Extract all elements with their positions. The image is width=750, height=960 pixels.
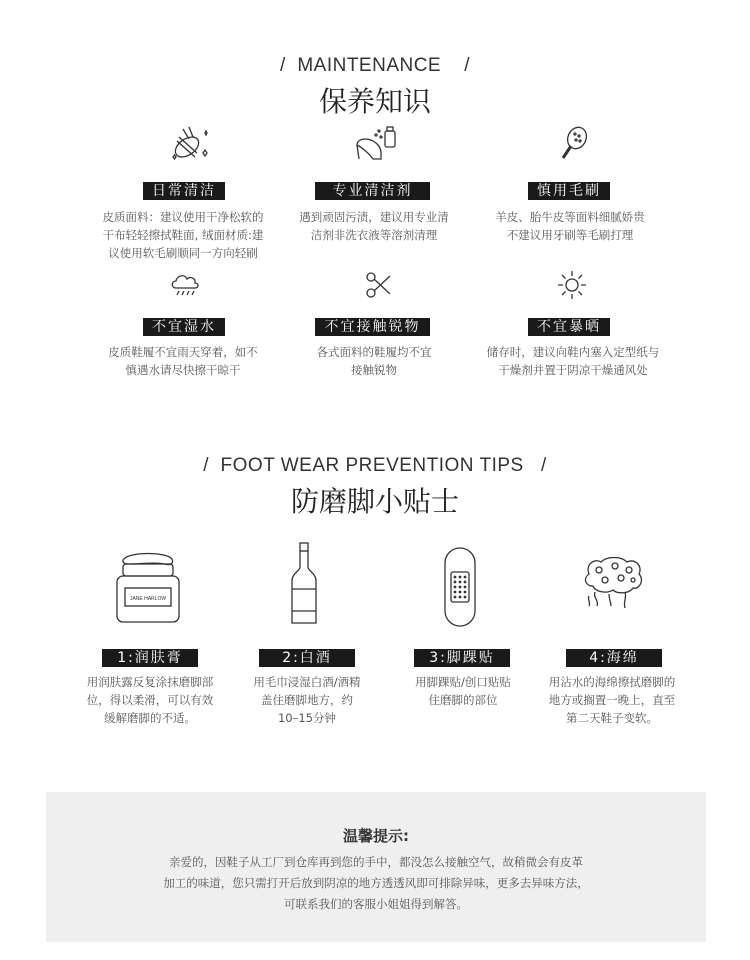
hard-brush-icon [548,122,598,166]
tips-english-title: / FOOT WEAR PREVENTION TIPS / [203,455,547,476]
desc-tip-cream: 用润肤露反复涂抹磨脚部 位，得以柔滑，可以有效 缓解磨脚的不适。 [86,675,214,725]
label-no-sun: 不宜暴晒 [528,318,610,336]
maintenance-english-title: / MAINTENANCE / [279,55,471,76]
label-tip-cream: 1:润肤膏 [102,649,198,667]
desc-careful-brush: 羊皮、胎牛皮等面料细腻娇贵 不建议用牙刷等毛刷打理 [495,210,645,242]
rain-cloud-icon [165,268,205,302]
notice-body: 亲爱的，因鞋子从工厂到仓库再到您的手中，都没怎么接触空气，故稍微会有皮革 加工的味道，您只需打开后放到阴凉的地方透透风即可排除异味，更多去异味方法， 可联系我们的客服小姐姐得到解答。 [163,855,589,911]
desc-daily-cleaning: 皮质面料：建议使用干净松软的 干布轻轻擦拭鞋面, 绒面材质:建 议使用软毛刷顺同一方向轻刷 [102,210,264,260]
notice-box [46,792,706,942]
scissors-icon [362,268,396,302]
cream-jar-icon [108,548,188,628]
desc-professional-cleaner: 遇到顽固污渍，建议用专业清 洁剂非洗衣液等溶剂清理 [299,210,449,242]
label-careful-brush: 慎用毛刷 [528,182,610,200]
desc-tip-sponge: 用沾水的海绵擦拭磨脚的 地方或搁置一晚上，直至 第二天鞋子变软。 [548,675,676,725]
desc-tip-liquor: 用毛巾浸湿白酒/酒精 盖住磨脚地方，约 10–15分钟 [253,675,361,725]
spray-shoe-icon [350,122,404,166]
cleaning-brush-icon [165,122,215,166]
desc-no-sun: 储存时，建议向鞋内塞入定型纸与 干燥剂并置于阴凉干燥通风处 [486,345,660,377]
label-daily-cleaning: 日常清洁 [143,182,225,200]
label-no-sharp: 不宜接触锐物 [315,318,430,336]
sponge-icon [580,555,648,615]
label-professional-cleaner: 专业清洁剂 [315,182,430,200]
jar-brand-text: JANE HARLOW [129,596,167,602]
desc-no-sharp: 各式面料的鞋履均不宜 接触锐物 [316,345,432,377]
desc-tip-ankle-patch: 用脚踝贴/创口贴贴 住磨脚的部位 [415,675,511,707]
maintenance-chinese-title: 保养知识 [318,85,431,118]
wine-bottle-icon [284,540,324,628]
label-tip-ankle-patch: 3:脚踝贴 [414,649,510,667]
desc-no-water: 皮质鞋履不宜雨天穿着，如不 慎遇水请尽快擦干晾干 [108,345,258,377]
sun-icon [555,268,589,302]
label-tip-sponge: 4:海绵 [566,649,662,667]
label-tip-liquor: 2:白酒 [259,649,355,667]
notice-title: 温馨提示: [343,827,409,845]
tips-chinese-title: 防磨脚小贴士 [290,485,459,518]
bandage-icon [438,545,482,629]
label-no-water: 不宜湿水 [143,318,225,336]
